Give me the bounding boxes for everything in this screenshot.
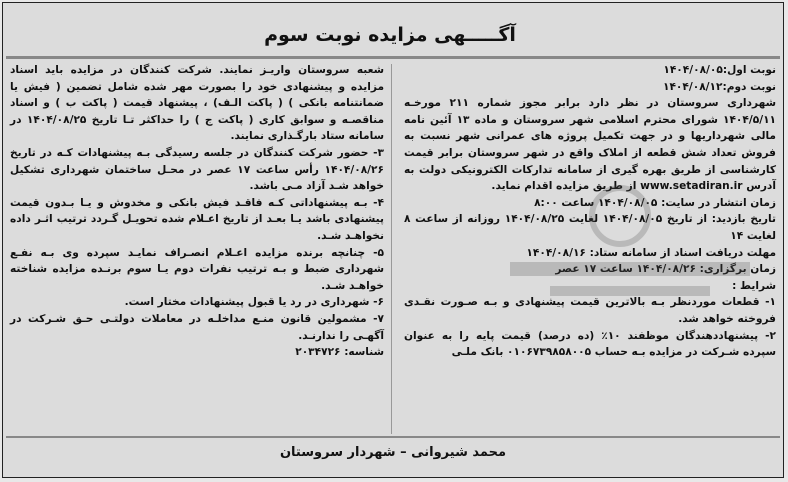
first-round-date: نوبت اول:۱۴۰۴/۰۸/۰۵ xyxy=(663,64,776,76)
intro-paragraph: شهرداری سروستان در نظر دارد برابر مجوز شماره ۲۱۱ مورخـه ۱۴۰۴/۵/۱۱ شورای محترم اسلامی شهر سروستان و ماده ۱۳ آئین نامه مالی شهرداریها و در جهت تکمیل پروژه های عمرانی شهر نسبت به فروش تعداد شش قطعه از املاک واقع در شهر سروستان برابر قیمت کارشناسی از طریق بهره گیری از سامانه تدارکات الکترونیکی دولت به آدرس www.setadiran.ir از طریق مزایده اقدام نماید. xyxy=(404,97,776,193)
condition-2: ۲- پیشنهاددهندگان موظفند ۱۰٪ (ده درصد) قیمت پایه را به عنوان سپرده شـرکت در مزایده بـه حساب ۰۱۰۶۷۳۹۸۵۸۰۰۵ بانک ملـی xyxy=(404,329,776,359)
second-round-date: نوبت دوم:۱۴۰۴/۰۸/۱۲ xyxy=(663,80,776,93)
page-title: آگـــــهی مزایده نوبت سوم xyxy=(264,24,516,46)
signature-bar xyxy=(6,436,780,466)
condition-5: ۵- چنانچه برنده مزایده اعـلام انصـراف نمایـد سپرده وی بـه نفـع شهرداری ضبط و بـه ترتیب نفرات دوم یـا سوم برنـده مزایده شناخته خواهـد شـد. xyxy=(10,246,384,292)
condition-3: ۳- حضور شرکت کنندگان در جلسه رسیدگی بـه پیشنهادات کـه در تاریخ ۱۴۰۴/۰۸/۲۶ رأس ساعت ۱۷ عصر در محـل ساختمان شهرداری تشکیل خواهد شـد آزاد مـی باشد. xyxy=(10,146,384,193)
condition-7: ۷- مشمولین قانون منـع مداخلـه در معاملات دولتـی حـق شـرکت در آگهـی را ندارنـد. xyxy=(10,312,384,342)
condition-4: ۴- بـه پیشنهاداتی کـه فاقـد فیش بانکی و مخدوش و یـا بـدون قیمت پیشنهادی باشد یـا بعـد از تاریخ اعـلام شده تحویـل گـردد ترتیب اثـر داده نخواهـد شـد. xyxy=(10,196,384,242)
signature: محمد شیروانی – شهردار سروستان xyxy=(279,444,507,460)
conditions-heading: شرایط : xyxy=(732,279,776,292)
column-divider xyxy=(391,64,392,434)
right-column xyxy=(404,62,776,438)
left-column xyxy=(10,62,384,438)
notice-id: شناسه: ۲۰۳۴۷۲۶ xyxy=(295,346,384,359)
condition-6: ۶- شهرداری در رد یا قبول پیشنهادات مختار است. xyxy=(124,296,384,309)
title-rule xyxy=(6,56,780,59)
condition-2-continued: شعبه سروستان واریـز نمایند. شرکت کنندگان در مزایده باید اسناد مزایده و پیشنهادی خود را بصورت مهر شده شامل تضمین ( فیش یا ضمانتنامه بانکی ) ( پاکت الـف) ، پیشنهاد قیمت ( پاکت ب ) و اسناد مناقصـه و سوابق کاری ( پاکت ج ) را حداکثر تـا تاریخ ۱۴۰۴/۰۸/۲۵ در سامانه ستاد بارگـذاری نمایند. xyxy=(10,64,384,143)
document-deadline: مهلت دریافت اسناد از سامانه ستاد: ۱۴۰۴/۰۸/۱۶ xyxy=(526,246,776,259)
holding-time: زمان برگزاری: ۱۴۰۴/۰۸/۲۶ ساعت ۱۷ عصر xyxy=(555,263,776,276)
notice-body xyxy=(6,62,780,440)
visit-dates: تاریخ بازدید: از تاریخ ۱۴۰۴/۰۸/۰۵ لغایت ۱۴۰۴/۰۸/۲۵ روزانه از ساعت ۸ لغایت ۱۴ xyxy=(404,213,776,242)
title-banner xyxy=(264,18,516,52)
condition-1: ۱- قطعات موردنظر بـه بالاترین قیمت پیشنهادی و بـه صـورت نقـدی فروخته خواهد شد. xyxy=(404,296,776,325)
publish-time: زمان انتشار در سایت: ۱۴۰۴/۰۸/۰۵ ساعت ۸:۰۰ xyxy=(534,196,776,209)
